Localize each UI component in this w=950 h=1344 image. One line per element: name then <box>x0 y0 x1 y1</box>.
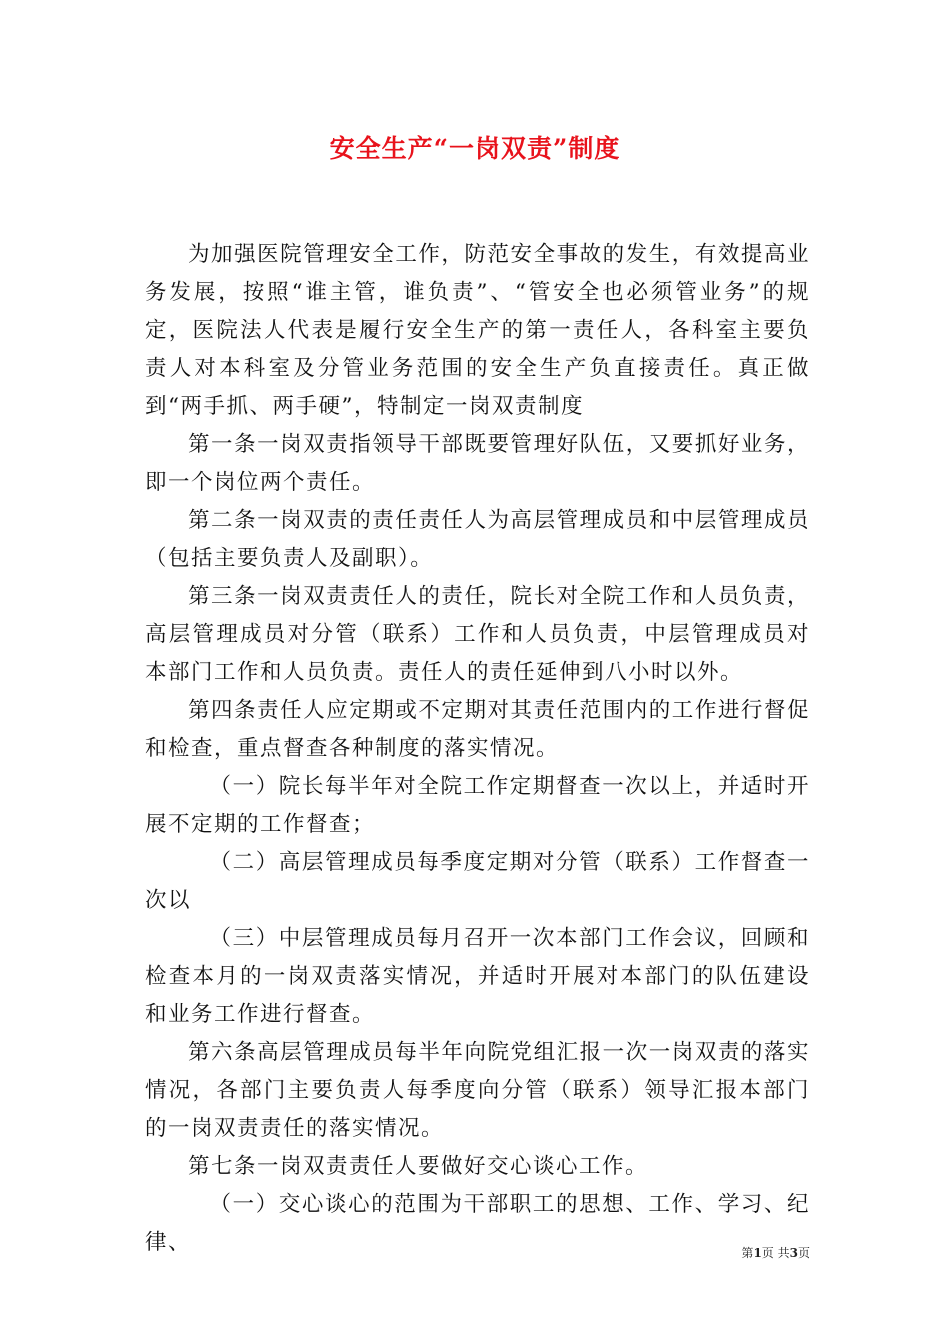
article-1-paragraph: 第一条一岗双责指领导干部既要管理好队伍，又要抓好业务，即一个岗位两个责任。 <box>145 432 810 495</box>
footer-suffix: 页 <box>797 1246 810 1260</box>
article-7-item-1: （一）交心谈心的范围为干部职工的思想、工作、学习、纪律、 <box>145 1192 810 1255</box>
footer-current-page: 1 <box>753 1246 762 1260</box>
article-4-item-3: （三）中层管理成员每月召开一次本部门工作会议，回顾和检查本月的一岗双责落实情况，并适时开展对本部门的队伍建设和业务工作进行督查。 <box>145 926 810 1027</box>
footer-total-pages: 3 <box>789 1246 798 1260</box>
article-4-item-1: （一）院长每半年对全院工作定期督查一次以上，并适时开展不定期的工作督查； <box>145 774 810 837</box>
intro-paragraph: 为加强医院管理安全工作，防范安全事故的发生，有效提高业务发展，按照“谁主管，谁负责”、“管安全也必须管业务”的规定，医院法人代表是履行安全生产的第一责任人，各科室主要负责人对本科室及分管业务范围的安全生产负直接责任。真正做到“两手抓、两手硬”，特制定一岗双责制度 <box>145 242 810 419</box>
document-body <box>145 236 810 1262</box>
footer-prefix: 第 <box>741 1246 754 1260</box>
article-3-paragraph: 第三条一岗双责责任人的责任，院长对全院工作和人员负责，高层管理成员对分管（联系）工作和人员负责，中层管理成员对本部门工作和人员负责。责任人的责任延伸到八小时以外。 <box>145 584 810 685</box>
document-title: 安全生产“一岗双责”制度 <box>329 134 621 163</box>
article-6-paragraph: 第六条高层管理成员每半年向院党组汇报一次一岗双责的落实情况，各部门主要负责人每季度向分管（联系）领导汇报本部门的一岗双责责任的落实情况。 <box>145 1040 810 1141</box>
article-4-paragraph: 第四条责任人应定期或不定期对其责任范围内的工作进行督促和检查，重点督查各种制度的落实情况。 <box>145 698 810 761</box>
article-4-item-2: （二）高层管理成员每季度定期对分管（联系）工作督查一次以 <box>145 850 810 913</box>
article-2-paragraph: 第二条一岗双责的责任责任人为高层管理成员和中层管理成员（包括主要负责人及副职）。 <box>145 508 810 571</box>
article-7-paragraph: 第七条一岗双责责任人要做好交心谈心工作。 <box>188 1154 649 1179</box>
footer-middle: 页 共 <box>761 1246 790 1260</box>
page-number-footer <box>720 1245 810 1261</box>
